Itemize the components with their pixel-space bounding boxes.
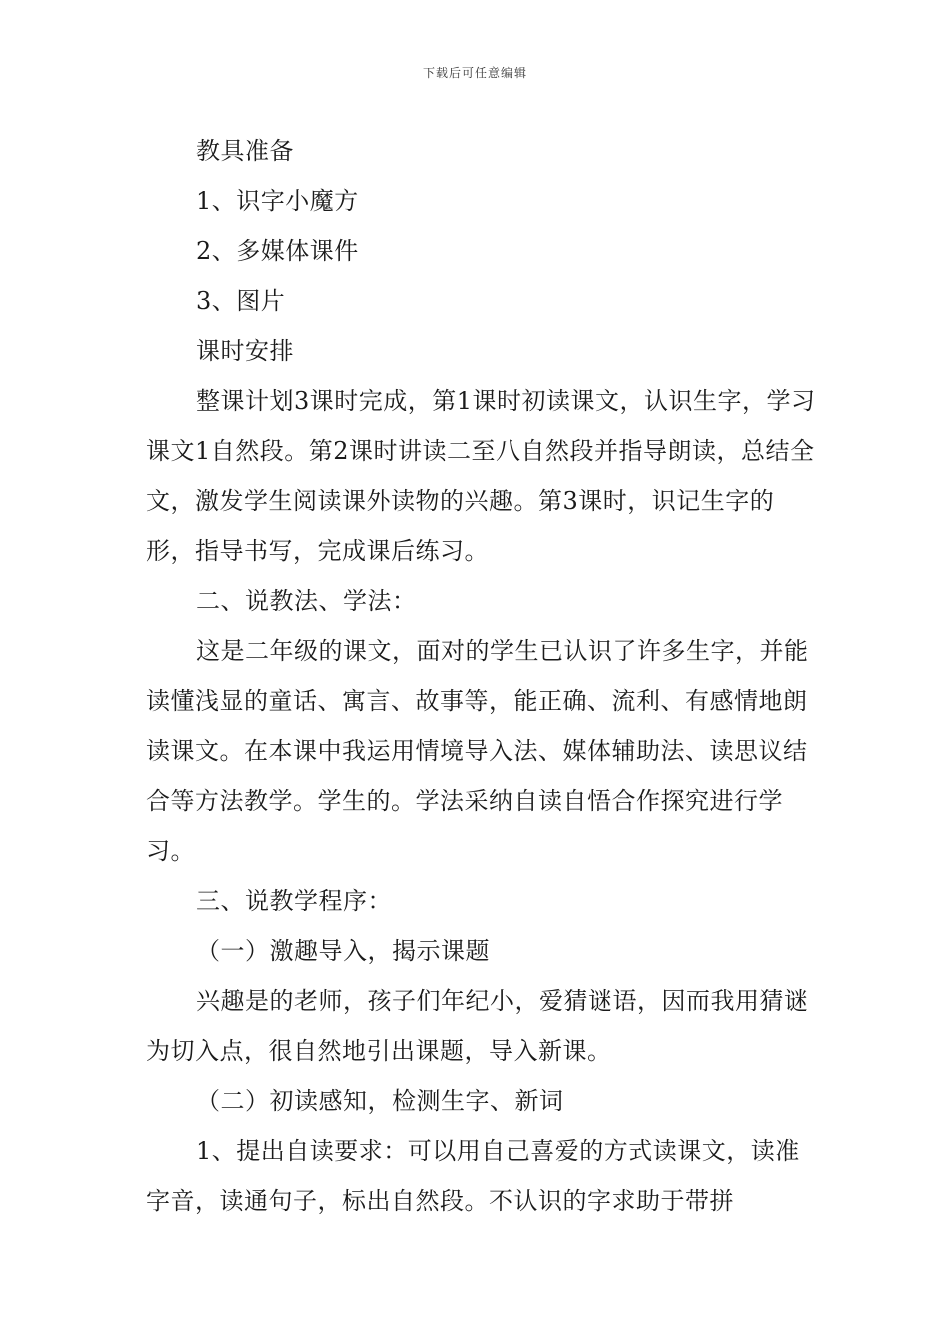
paragraph-method-heading: 二、说教法、学法：	[196, 587, 417, 615]
document-body	[146, 126, 816, 1226]
paragraph-method-body: 这是二年级的课文，面对的学生已认识了许多生字，并能读懂浅显的童话、寓言、故事等，能正确、流利、有感情地朗读课文。在本课中我运用情境导入法、媒体辅助法、读思议结合等方法教学。学生的。学法采纳自读自悟合作探究进行学习。	[146, 637, 809, 865]
paragraph-step-2-body: 1、提出自读要求：可以用自己喜爱的方式读课文，读准字音，读通句子，标出自然段。不认识的字求助于带拼	[146, 1137, 800, 1215]
paragraph-schedule-body: 整课计划3课时完成，第1课时初读课文，认识生字，学习课文1自然段。第2课时讲读二至八自然段并指导朗读，总结全文，激发学生阅读课外读物的兴趣。第3课时，识记生字的形，指导书写，完成课后练习。	[146, 387, 816, 565]
paragraph-aid-2: 2、多媒体课件	[196, 237, 359, 265]
paragraph-procedure-heading: 三、说教学程序：	[196, 887, 392, 915]
paragraph-step-2-heading: （二）初读感知，检测生字、新词	[196, 1087, 564, 1115]
paragraph-teaching-aids-heading: 教具准备	[196, 137, 294, 165]
paragraph-step-1-heading: （一）激趣导入，揭示课题	[196, 937, 490, 965]
paragraph-aid-1: 1、识字小魔方	[196, 187, 359, 215]
paragraph-aid-3: 3、图片	[196, 287, 286, 315]
paragraph-schedule-heading: 课时安排	[196, 337, 294, 365]
paragraph-step-1-body: 兴趣是的老师，孩子们年纪小，爱猜谜语，因而我用猜谜为切入点，很自然地引出课题，导入新课。	[146, 987, 809, 1065]
page-header: 下载后可任意编辑	[422, 66, 527, 80]
